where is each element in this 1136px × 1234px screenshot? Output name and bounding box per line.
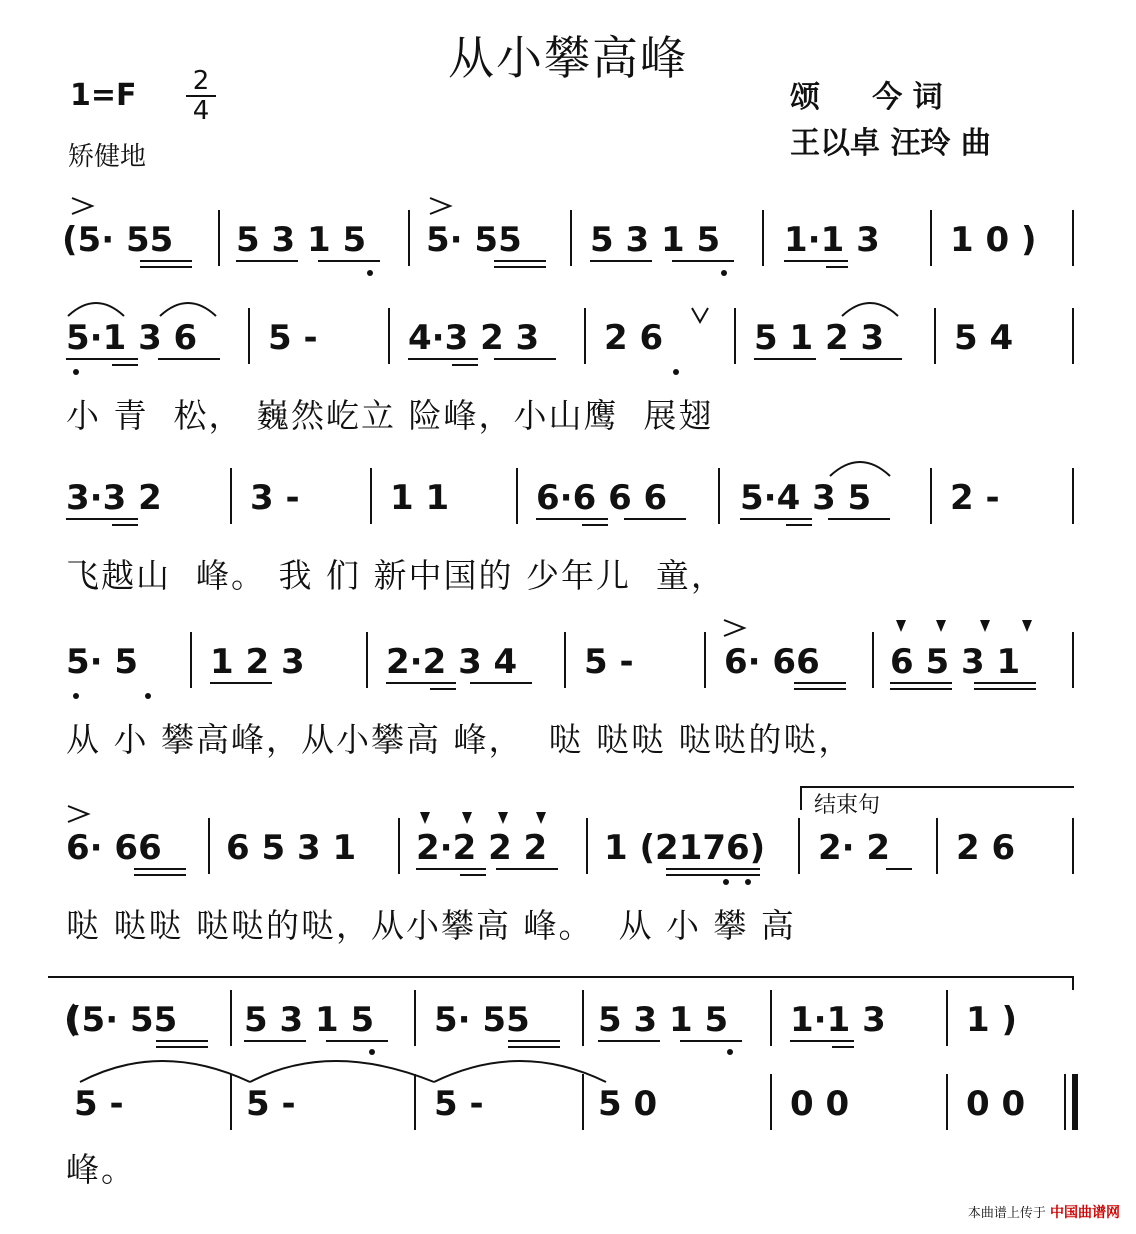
slur — [830, 462, 890, 476]
key-signature: 1=F — [70, 78, 137, 113]
measure: 1·1 3 — [790, 1000, 886, 1040]
site-logo[interactable]: 中国曲谱网 — [1050, 1205, 1120, 1221]
octave-dot — [721, 270, 727, 276]
measure: (5· 55 — [66, 1000, 178, 1040]
measure: 2 6 — [956, 828, 1016, 868]
staccato-wedge — [536, 812, 546, 824]
footer-text: 本曲谱上传于 — [967, 1206, 1046, 1221]
measure: 2· 2 — [818, 828, 891, 868]
measure: 1 (2176) — [604, 828, 766, 868]
measure: 5 0 — [598, 1084, 658, 1124]
staccato-wedge — [896, 620, 906, 632]
measure: 0 0 — [966, 1084, 1026, 1124]
accent-mark — [430, 198, 450, 214]
accent-mark — [68, 806, 88, 822]
staccato-wedge — [1022, 620, 1032, 632]
slur — [842, 303, 898, 316]
octave-dot — [367, 270, 373, 276]
measure: 6· 66 — [66, 828, 162, 868]
measure: 0 0 — [790, 1084, 850, 1124]
octave-dot — [745, 879, 751, 885]
measure: 5·1 3 6 — [66, 318, 198, 358]
staccato-wedge — [462, 812, 472, 824]
octave-dot — [673, 369, 679, 375]
tie — [434, 1061, 606, 1082]
song-title: 从小攀高峰 — [448, 31, 688, 85]
lyrics-line: 从 小 攀高峰，从小攀高 峰， 哒 哒哒 哒哒的哒， — [66, 720, 854, 759]
composer-credit: 王以卓 汪玲 曲 — [790, 126, 991, 161]
measure: 5 - — [246, 1084, 296, 1124]
measure: 3 - — [250, 478, 300, 518]
breath-mark — [692, 308, 708, 322]
time-sig-bottom: 4 — [192, 96, 210, 126]
measure: 3·3 2 — [66, 478, 162, 518]
tie — [250, 1061, 434, 1082]
lyrics-line: 小 青 松， 巍然屹立 险峰，小山鹰 展翅 — [66, 396, 714, 435]
lyrics-line: 哒 哒哒 哒哒的哒，从小攀高 峰。 从 小 攀 高 — [66, 906, 796, 945]
measure: 4·3 2 3 — [408, 318, 540, 358]
measure: 1 2 3 — [210, 642, 305, 682]
measure: 5 3 1 5 — [590, 220, 721, 260]
measure: 2 6 — [604, 318, 664, 358]
footer — [968, 1202, 1120, 1222]
staccato-wedge — [420, 812, 430, 824]
measure: 1 0 ) — [950, 220, 1037, 260]
octave-dot — [727, 1049, 733, 1055]
measure: 5 4 — [954, 318, 1014, 358]
octave-dot — [73, 369, 79, 375]
time-sig-top: 2 — [192, 66, 210, 96]
measure: 2 - — [950, 478, 1000, 518]
tempo-marking: 矫健地 — [68, 142, 147, 172]
measure: 2·2 2 2 — [416, 828, 548, 868]
lyrics-line: 飞越山 峰。 我 们 新中国的 少年儿 童， — [66, 556, 726, 595]
measure: 5· 5 — [66, 642, 139, 682]
measure: 1 ) — [966, 1000, 1018, 1040]
measure: 5 3 1 5 — [598, 1000, 729, 1040]
octave-dot — [369, 1049, 375, 1055]
tie — [80, 1061, 250, 1082]
staccato-wedge — [980, 620, 990, 632]
octave-dot — [145, 693, 151, 699]
measure: 6·6 6 6 — [536, 478, 668, 518]
measure: (5· 55 — [62, 220, 174, 260]
lyrics-line: 峰。 — [66, 1150, 136, 1189]
accent-mark — [724, 620, 744, 636]
measure: 6 5 3 1 — [226, 828, 357, 868]
octave-dot — [73, 693, 79, 699]
measure: 5 1 2 3 — [754, 318, 885, 358]
measure: 6· 66 — [724, 642, 820, 682]
measure: 2·2 3 4 — [386, 642, 518, 682]
slur — [68, 303, 124, 316]
accent-mark — [72, 198, 92, 214]
ending-label: 结束句 — [814, 793, 881, 818]
measure: 5 3 1 5 — [236, 220, 367, 260]
slur — [160, 303, 216, 316]
measure: 5 3 1 5 — [244, 1000, 375, 1040]
measure: 5·4 3 5 — [740, 478, 872, 518]
measure: 5· 55 — [426, 220, 522, 260]
staccato-wedge — [936, 620, 946, 632]
measure: 5 - — [584, 642, 634, 682]
measure: 1 1 — [390, 478, 450, 518]
measure: 5 - — [74, 1084, 124, 1124]
lyricist-credit: 颂 今 词 — [790, 80, 943, 115]
measure: 6 5 3 1 — [890, 642, 1021, 682]
measure: 1·1 3 — [784, 220, 880, 260]
paren-mark — [68, 1004, 74, 1036]
octave-dot — [723, 879, 729, 885]
measure: 5 - — [434, 1084, 484, 1124]
measure: 5 - — [268, 318, 318, 358]
staccato-wedge — [498, 812, 508, 824]
measure: 5· 55 — [434, 1000, 530, 1040]
